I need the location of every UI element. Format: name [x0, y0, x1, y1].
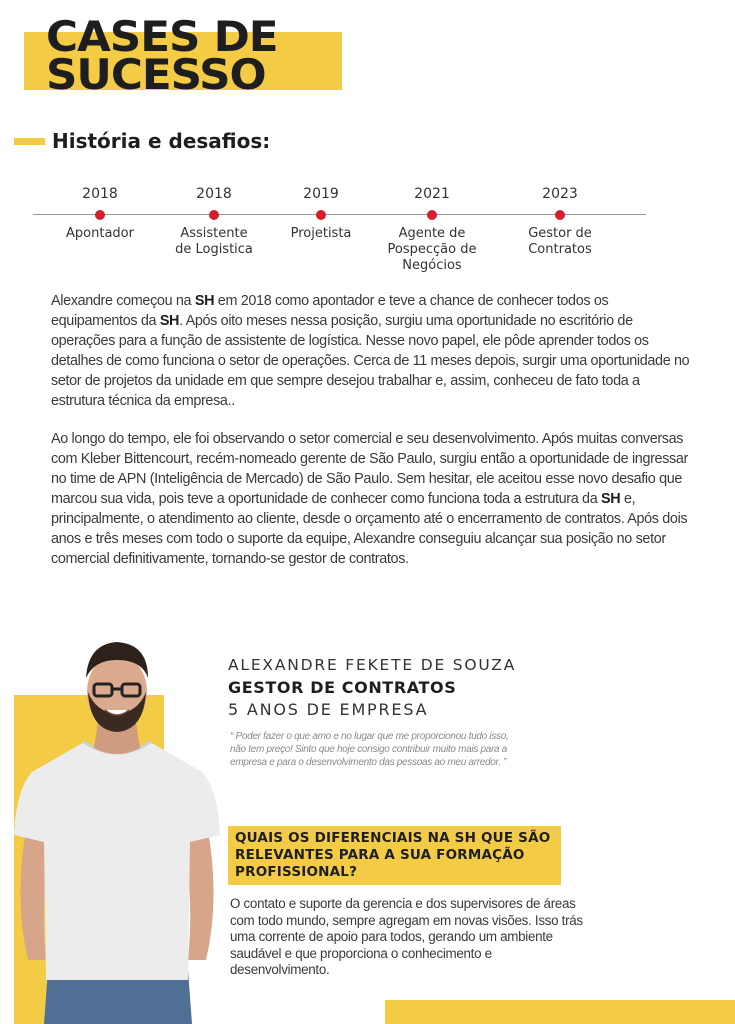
timeline-dot — [555, 210, 565, 220]
story-text: e, principalmente, o atendimento ao cliente, desde o orçamento até o encerramento de contratos. Após dois anos e três meses com todo o suporte da equipe, Alexandre conseguiu alcançar sua posição no setor comercial definitivamente, tornando-se gestor de contratos. — [51, 491, 688, 567]
employee-photo — [6, 630, 228, 1024]
timeline-item — [35, 184, 165, 242]
question-heading: QUAIS OS DIFERENCIAIS NA SH QUE SÃO RELEVANTES PARA A SUA FORMAÇÃO PROFISSIONAL? — [235, 830, 551, 880]
title-line-2: SUCESSO — [46, 50, 266, 99]
story-paragraph-2 — [51, 429, 691, 569]
story-text: Alexandre começou na — [51, 293, 195, 309]
timeline-label: Assistente de Logistica — [175, 226, 253, 257]
story-text: em 2018 como apontador e teve a chance de conhecer todos os equipamentos da — [51, 293, 609, 329]
timeline-label: Agente de Pospecção de Negócios — [387, 226, 477, 273]
employee-tenure: 5 ANOS DE EMPRESA — [228, 700, 429, 719]
employee-name: ALEXANDRE FEKETE DE SOUZA — [228, 656, 517, 674]
section-marker — [14, 138, 45, 145]
timeline-dot — [316, 210, 326, 220]
title-line-1: CASES DE — [46, 12, 278, 61]
page-title — [46, 12, 278, 99]
timeline-label: Apontador — [66, 226, 134, 241]
story-text: . Após oito meses nessa posição, surgiu uma oportunidade no escritório de operações para a função de assistente de logística. Nesse novo papel, ele pôde aprender todos os detalhes de como funciona o setor de operações. Cerca de 11 meses depois, surgir uma oportunidade no setor de projetos da unidade em que sempre desejou trabalhar e, assim, conheceu de fato toda a estrutura técnica da empresa.. — [51, 313, 690, 409]
timeline-dot — [209, 210, 219, 220]
timeline-year: 2023 — [542, 186, 578, 202]
story-text: Ao longo do tempo, ele foi observando o setor comercial e seu desenvolvimento. Após muitas conversas com Kleber Bittencourt, recém-nomeado gerente de São Paulo, surgiu então a oportunidade de ingressar no time de APN (Inteligência de Mercado) de São Paulo. Sem hesitar, ele aceitou esse novo desafio que marcou sua vida, pois teve a oportunidade de conhecer como funciona toda a estrutura da — [51, 431, 688, 507]
timeline-dot — [95, 210, 105, 220]
employee-quote: “ Poder fazer o que amo e no lugar que me proporcionou tudo isso, não tem preço! Sinto que hoje consigo contribuir muito mais para a empresa e para o desenvolvimento das pessoas ao meu arredor. ” — [230, 731, 509, 768]
company-name: SH — [601, 491, 621, 507]
timeline-label: Projetista — [290, 226, 352, 241]
story-paragraph-1 — [51, 291, 691, 411]
employee-role: GESTOR DE CONTRATOS — [228, 678, 457, 697]
timeline-dot — [427, 210, 437, 220]
section-heading: História e desafios: — [52, 129, 271, 153]
timeline-year: 2018 — [196, 186, 232, 202]
timeline-year: 2019 — [303, 186, 339, 202]
footer-accent-bar — [385, 1000, 735, 1024]
timeline-year: 2021 — [414, 186, 450, 202]
answer-text: O contato e suporte da gerencia e dos supervisores de áreas com todo mundo, sempre agregam em novas visões. Isso trás uma corrente de apoio para todos, gerando um ambiente saudável e que proporciona o conhecimento e desenvolvimento. — [230, 896, 583, 977]
timeline-year: 2018 — [82, 186, 118, 202]
timeline-label: Gestor de Contratos — [528, 226, 592, 257]
timeline-item — [367, 184, 497, 274]
company-name: SH — [194, 293, 215, 309]
timeline-item — [495, 184, 625, 258]
company-name: SH — [159, 313, 180, 329]
